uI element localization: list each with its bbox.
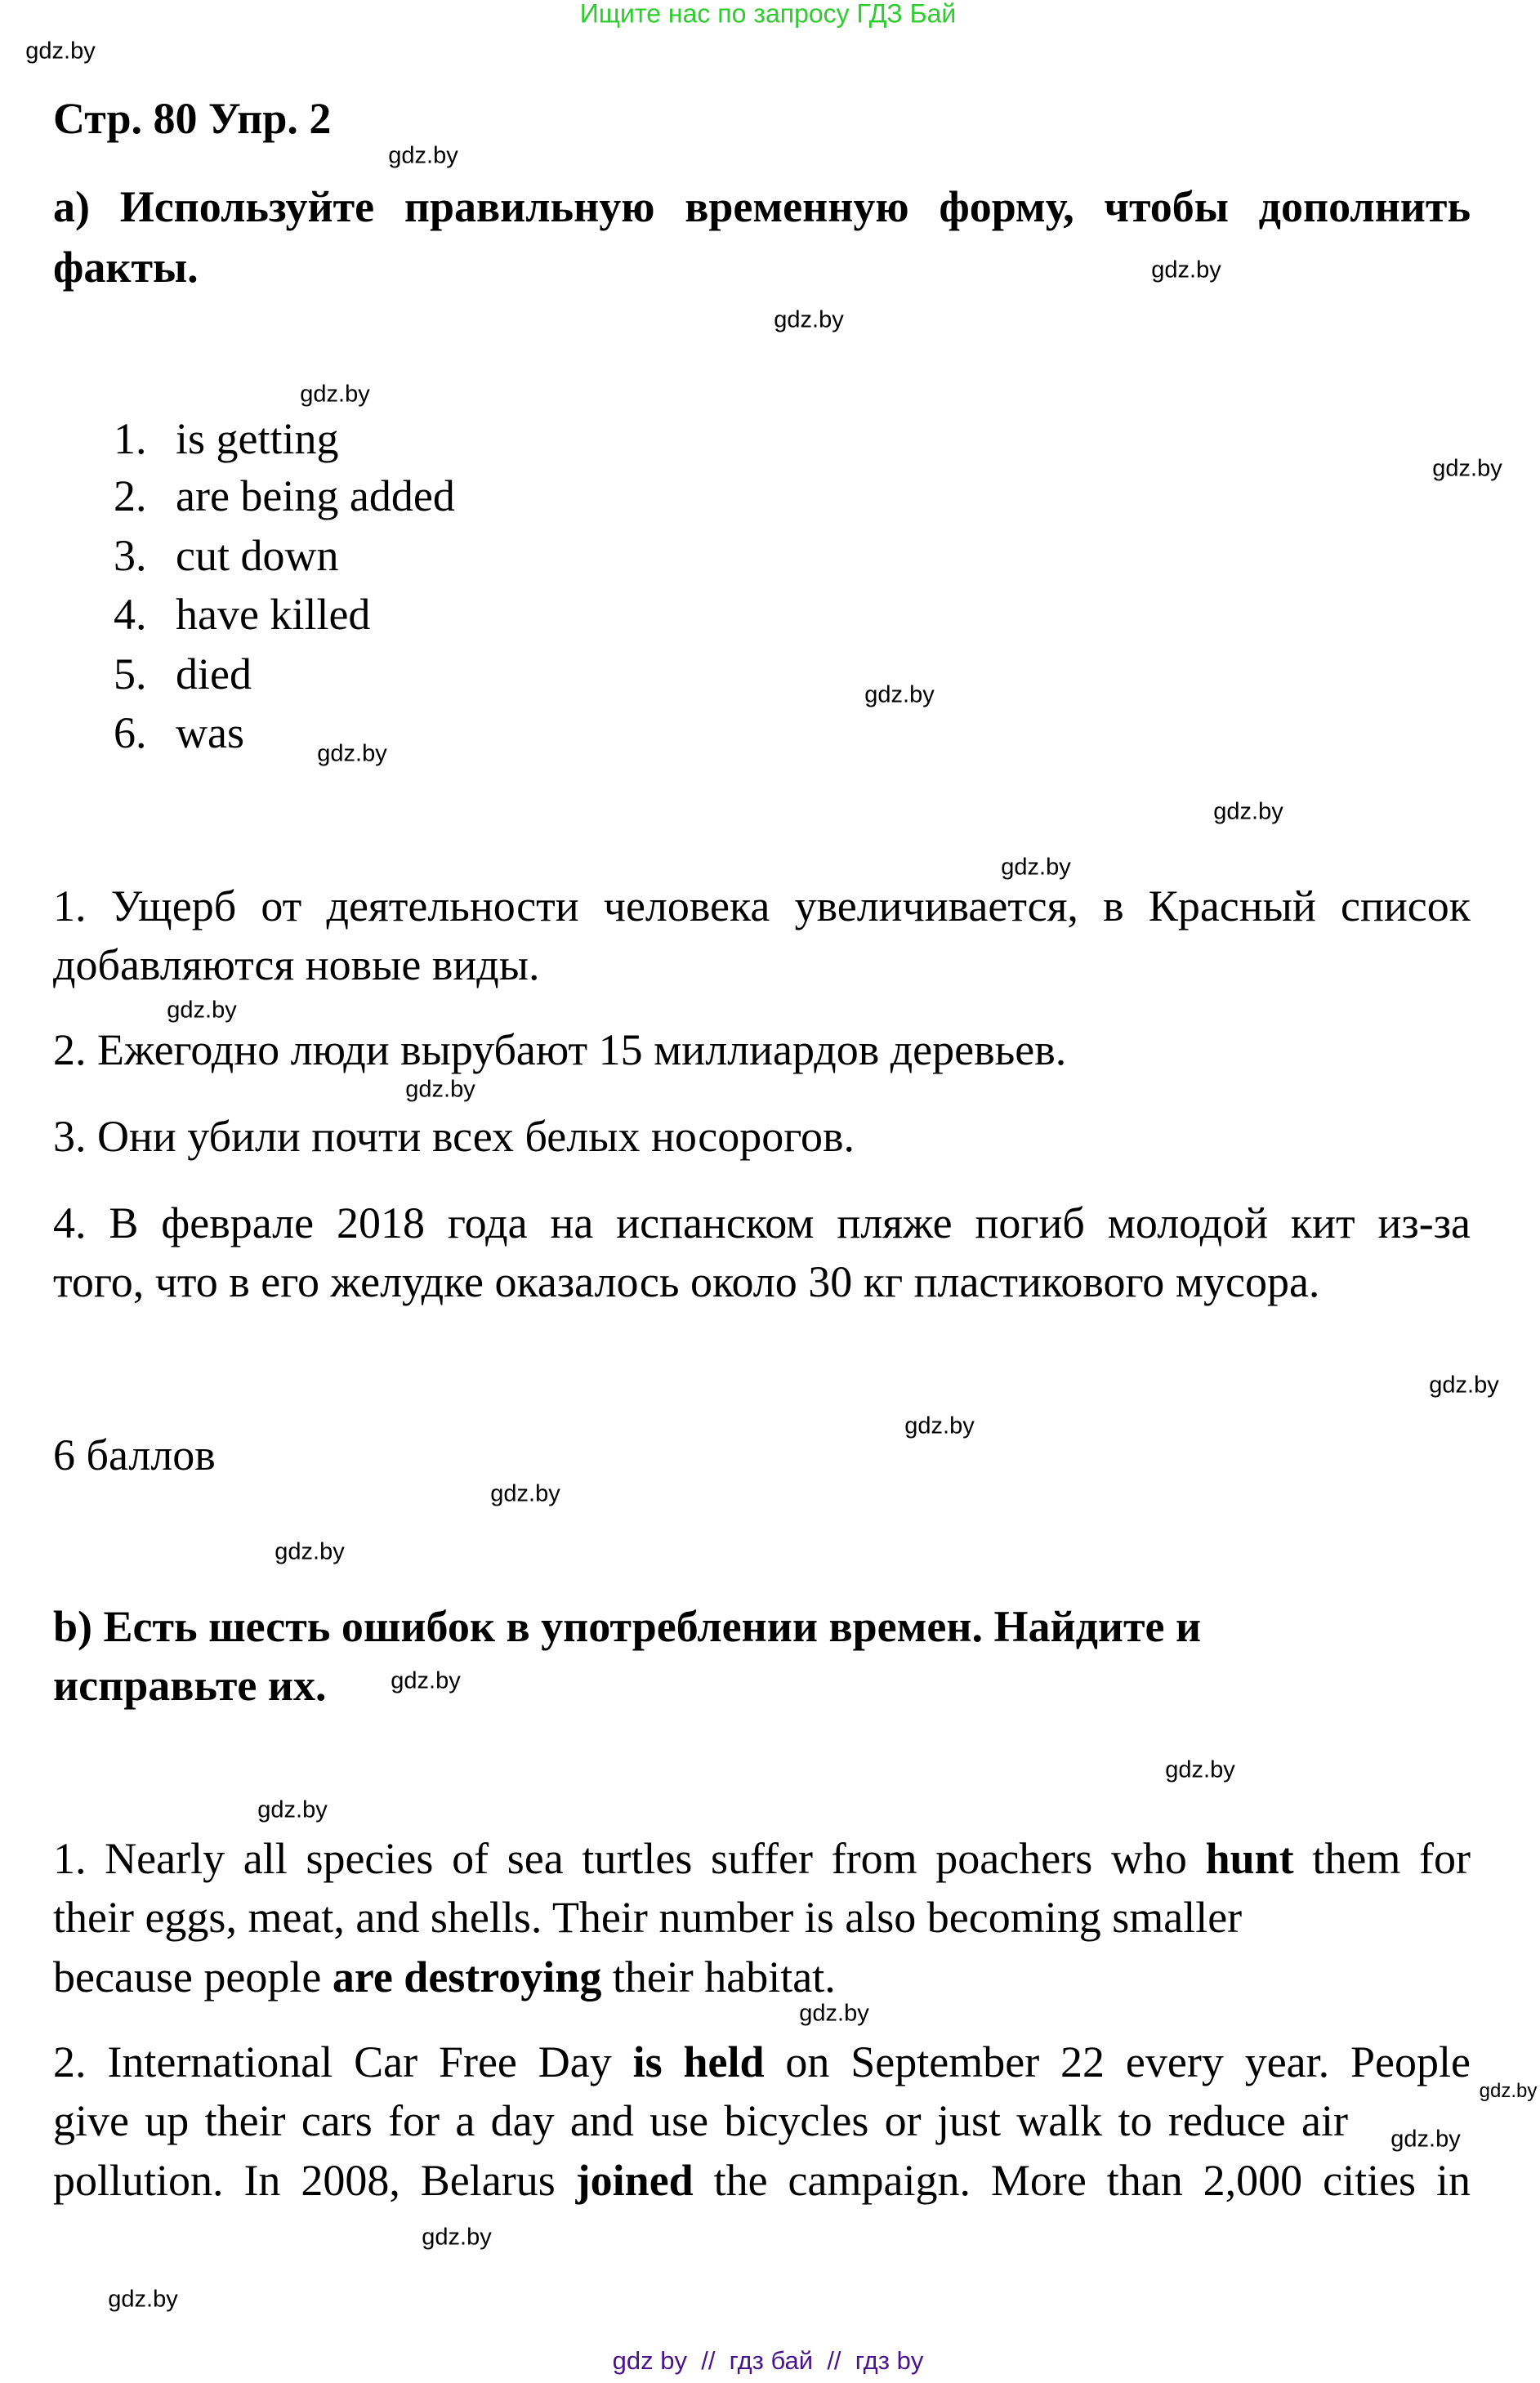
watermark: gdz.by [1432,455,1502,482]
page-title: Стр. 80 Упр. 2 [53,94,332,143]
score: 6 баллов [53,1430,216,1479]
translation-line: добавляются новые виды. [53,940,540,989]
watermark: gdz.by [391,1667,461,1694]
answer-number: 2. [114,471,147,520]
watermark: gdz.by [317,740,387,767]
watermark: gdz.by [1429,1372,1499,1399]
part-a-heading: факты. [53,243,199,292]
answer-text: are being added [176,471,455,520]
answer-number: 4. [114,590,147,639]
watermark: gdz.by [422,2224,492,2251]
watermark: gdz.by [405,1076,475,1103]
text: them for [1293,1834,1471,1883]
paragraph-1-line [53,1952,836,2001]
watermark: gdz.by [799,2000,869,2027]
translation-line: 4. В феврале 2018 года на испанском пляже погиб молодой кит из-за [53,1198,1471,1247]
watermark: gdz.by [490,1480,560,1507]
watermark: gdz.by [1151,257,1221,283]
text: the campaign. More than 2,000 cities in [693,2156,1471,2205]
watermark: gdz.by [1213,798,1283,825]
text: their habitat. [601,1952,836,2001]
search-banner[interactable]: Ищите нас по запросу ГДЗ Бай [579,0,957,29]
watermark: gdz.by [300,381,370,408]
watermark: gdz.by [25,38,96,65]
footer-links[interactable]: gdz by // гдз бай // гдз by [612,2346,924,2375]
answer-text: is getting [176,414,339,463]
translation-line: 2. Ежегодно люди вырубают 15 миллиардов деревьев. [53,1025,1067,1074]
watermark: gdz.by [275,1538,345,1565]
corrected-verb: hunt [1205,1834,1294,1883]
corrected-verb: are destroying [332,1952,602,2001]
watermark: gdz.by [774,306,844,333]
corrected-verb: is held [632,2037,765,2086]
answer-number: 5. [114,649,147,698]
text: 2. International Car Free Day [53,2037,633,2086]
watermark: gdz.by [1165,1756,1235,1783]
answer-text: have killed [176,590,371,639]
text: pollution. In 2008, Belarus [53,2156,576,2205]
answer-text: cut down [176,531,339,580]
paragraph-2-line: give up their cars for a day and use bicycles or just walk to reduce air [53,2096,1348,2145]
watermark: gdz.by [1001,854,1071,881]
text: 1. Nearly all species of sea turtles suffer from poachers who [53,1834,1206,1883]
paragraph-2-line [53,2156,1471,2205]
watermark: gdz.by [257,1796,328,1823]
answer-number: 3. [114,531,147,580]
paragraph-1-line: their eggs, meat, and shells. Their number is also becoming smaller [53,1893,1243,1942]
watermark: gdz.by [904,1412,975,1439]
part-a-heading: а) Используйте правильную временную форму, чтобы дополнить [53,182,1471,231]
corrected-verb: joined [575,2156,694,2205]
part-b-heading: b) Есть шесть ошибок в употреблении времен. Найдите и [53,1602,1202,1651]
answer-text: died [176,649,252,698]
translation-line: того, что в его желудке оказалось около 30 кг пластикового мусора. [53,1257,1320,1306]
text: on September 22 every year. People [764,2037,1471,2086]
answer-number: 6. [114,708,147,757]
watermark: gdz.by [108,2286,178,2313]
watermark: gdz.by [1390,2126,1461,2153]
translation-line: 1. Ущерб от деятельности человека увеличивается, в Красный список [53,881,1471,930]
paragraph-2-line [53,2037,1471,2086]
answer-text: was [176,708,244,757]
text: because people [53,1952,333,2001]
watermark: gdz.by [388,142,458,169]
translation-line: 3. Они убили почти всех белых носорогов. [53,1112,855,1161]
answer-number: 1. [114,414,147,463]
paragraph-1-line [53,1836,1471,1881]
watermark: gdz.by [864,681,935,708]
watermark: gdz.by [1479,2080,1538,2102]
part-b-heading: исправьте их. [53,1661,327,1710]
watermark: gdz.by [167,997,237,1024]
